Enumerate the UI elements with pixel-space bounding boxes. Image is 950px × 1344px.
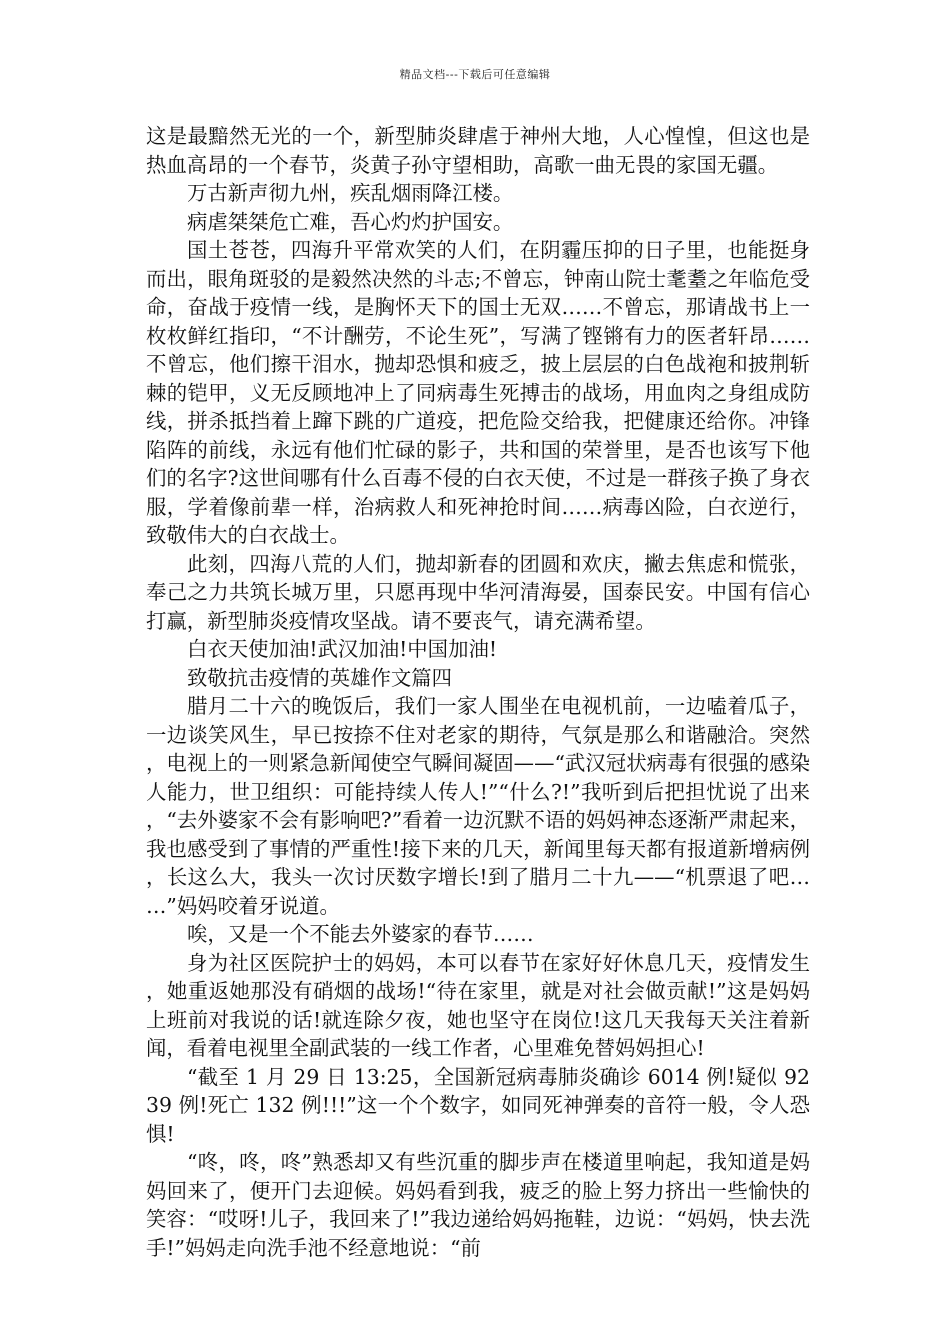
paragraph: 这是最黯然无光的一个，新型肺炎肆虐于神州大地，人心惶惶，但这也是热血高昂的一个春节，炎黄子孙守望相助，高歌一曲无畏的家国无疆。: [146, 124, 810, 177]
paragraph: “截至 1 月 29 日 13:25，全国新冠病毒肺炎确诊 6014 例!疑似 9239 例!死亡 132 例!!!”这一个个数字，如同死神弹奏的音符一般，令人恐惧!: [146, 1064, 810, 1146]
page-header: 精品文档---下载后可任意编辑: [399, 68, 551, 81]
paragraph: 万古新声彻九州，疾乱烟雨降江楼。: [187, 181, 514, 205]
paragraph: 病虐桀桀危亡难，吾心灼灼护国安。: [187, 209, 514, 234]
article-body: [146, 122, 810, 1262]
paragraph: 唉，又是一个不能去外婆家的春节……: [187, 922, 534, 946]
paragraph: “咚，咚，咚”熟悉却又有些沉重的脚步声在楼道里响起，我知道是妈妈回来了，便开门去迎候。妈妈看到我，疲乏的脸上努力挤出一些愉快的笑容：“哎呀!儿子，我回来了!”我边递给妈妈拖鞋，边说：“妈妈，快去洗手!”妈妈走向洗手池不经意地说：“前: [146, 1150, 810, 1260]
paragraph: 身为社区医院护士的妈妈，本可以春节在家好好休息几天，疫情发生，她重返她那没有硝烟的战场!“待在家里，就是对社会做贡献!”这是妈妈上班前对我说的话!就连除夕夜，她也坚守在岗位!这几天我每天关注着新闻，看着电视里全副武装的一线工作者，心里难免替妈妈担心!: [146, 950, 810, 1060]
paragraph: 此刻，四海八荒的人们，抛却新春的团圆和欢庆，撇去焦虑和慌张，奉己之力共筑长城万里，只愿再现中华河清海晏，国泰民安。中国有信心打赢，新型肺炎疫情攻坚战。请不要丧气，请充满希望。: [146, 551, 810, 633]
paragraph: 白衣天使加油!武汉加油!中国加油!: [187, 637, 498, 661]
section-heading: 致敬抗击疫情的英雄作文篇四: [187, 665, 453, 690]
paragraph: 腊月二十六的晚饭后，我们一家人围坐在电视机前，一边嗑着瓜子，一边谈笑风生，早已按捺不住对老家的期待，气氛是那么和谐融洽。突然，电视上的一则紧急新闻使空气瞬间凝固——“武汉冠状病毒有很强的感染人能力，世卫组织：可能持续人传人!”“什么?!”我听到后把担忧说了出来，“去外婆家不会有影响吧?”看着一边沉默不语的妈妈神态逐渐严肃起来，我也感受到了事情的严重性!接下来的几天，新闻里每天都有报道新增病例，长这么大，我头一次讨厌数字增长!到了腊月二十九——“机票退了吧……”妈妈咬着牙说道。: [146, 694, 810, 918]
paragraph: 国土苍苍，四海升平常欢笑的人们，在阴霾压抑的日子里，也能挺身而出，眼角斑驳的是毅然决然的斗志;不曾忘，钟南山院士耄耋之年临危受命，奋战于疫情一线，是胸怀天下的国士无双……不曾忘，那请战书上一枚枚鲜红指印，“不计酬劳，不论生死”，写满了铿锵有力的医者轩昂……不曾忘，他们擦干泪水，抛却恐惧和疲乏，披上层层的白色战袍和披荆斩棘的铠甲，义无反顾地冲上了同病毒生死搏击的战场，用血肉之身组成防线，拼杀抵挡着上蹿下跳的广道疫，把危险交给我，把健康还给你。冲锋陷阵的前线，永远有他们忙碌的影子，共和国的荣誉里，是否也该写下他们的名字?这世间哪有什么百毒不侵的白衣天使，不过是一群孩子换了身衣服，学着像前辈一样，治病救人和死神抢时间……病毒凶险，白衣逆行，致敬伟大的白衣战士。: [146, 238, 810, 547]
